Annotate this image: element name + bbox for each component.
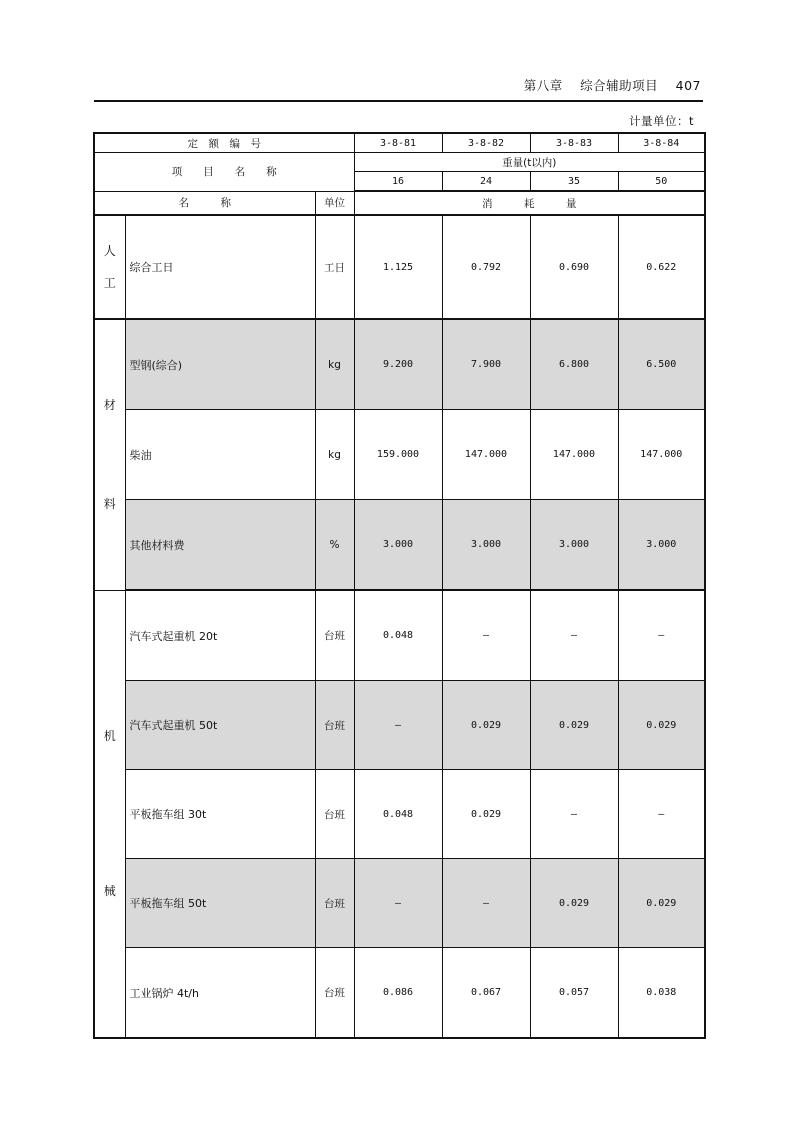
value-cell: 0.048 <box>354 770 442 859</box>
column-header-row <box>94 191 705 215</box>
value-cell: — <box>618 590 705 681</box>
category-char: 材 <box>103 398 116 413</box>
category-cell <box>94 319 125 590</box>
unit-note: 计量单位：t <box>628 114 694 128</box>
value-cell: 0.622 <box>618 215 705 319</box>
unit-cell: kg <box>315 410 354 500</box>
category-cell <box>94 590 125 1038</box>
quota-code-label: 定 额 编 号 <box>94 133 354 153</box>
value-cell: 0.067 <box>442 948 530 1039</box>
weight-label: 重量(t以内) <box>354 153 705 172</box>
category-cell <box>94 215 125 319</box>
item-name-cell: 工业锅炉 4t/h <box>125 948 315 1039</box>
category-char: 人 <box>103 243 116 258</box>
value-cell: 3.000 <box>442 500 530 591</box>
category-char: 械 <box>103 883 116 898</box>
unit-cell: kg <box>315 319 354 410</box>
value-cell: 0.029 <box>618 859 705 948</box>
value-cell: — <box>354 859 442 948</box>
item-name-label: 项 目 名 称 <box>94 153 354 192</box>
value-cell: 0.038 <box>618 948 705 1039</box>
unit-cell: 台班 <box>315 859 354 948</box>
weight-cell: 35 <box>530 172 618 192</box>
quota-code-cell: 3-8-83 <box>530 133 618 153</box>
value-cell: — <box>442 859 530 948</box>
consumption-row <box>94 215 705 319</box>
consumption-row <box>94 410 705 500</box>
consumption-header: 消 耗 量 <box>354 191 705 215</box>
item-name-cell: 综合工日 <box>125 215 315 319</box>
value-cell: — <box>530 770 618 859</box>
consumption-row <box>94 770 705 859</box>
item-name-cell: 平板拖车组 30t <box>125 770 315 859</box>
value-cell: 3.000 <box>618 500 705 591</box>
item-name-cell: 其他材料费 <box>125 500 315 591</box>
weight-cell: 50 <box>618 172 705 192</box>
unit-cell: 工日 <box>315 215 354 319</box>
quota-table <box>93 132 706 1039</box>
unit-cell: % <box>315 500 354 591</box>
value-cell: — <box>530 590 618 681</box>
value-cell: — <box>618 770 705 859</box>
value-cell: 6.800 <box>530 319 618 410</box>
quota-code-row <box>94 133 705 153</box>
value-cell: 9.200 <box>354 319 442 410</box>
consumption-row <box>94 500 705 591</box>
unit-cell: 台班 <box>315 770 354 859</box>
value-cell: 147.000 <box>442 410 530 500</box>
value-cell: 147.000 <box>530 410 618 500</box>
weight-header-row <box>94 153 705 172</box>
value-cell: 0.690 <box>530 215 618 319</box>
item-name-cell: 平板拖车组 50t <box>125 859 315 948</box>
category-char: 机 <box>103 729 116 744</box>
value-cell: 7.900 <box>442 319 530 410</box>
value-cell: 0.029 <box>442 681 530 770</box>
value-cell: 0.029 <box>530 681 618 770</box>
weight-cell: 16 <box>354 172 442 192</box>
value-cell: 147.000 <box>618 410 705 500</box>
value-cell: 0.792 <box>442 215 530 319</box>
unit-cell: 台班 <box>315 681 354 770</box>
category-char: 料 <box>103 496 116 511</box>
value-cell: 1.125 <box>354 215 442 319</box>
consumption-row <box>94 859 705 948</box>
consumption-row <box>94 681 705 770</box>
value-cell: — <box>354 681 442 770</box>
unit-cell: 台班 <box>315 590 354 681</box>
value-cell: 0.086 <box>354 948 442 1039</box>
item-name-cell: 柴油 <box>125 410 315 500</box>
category-char: 工 <box>103 276 116 290</box>
value-cell: 6.500 <box>618 319 705 410</box>
unit-cell: 台班 <box>315 948 354 1039</box>
consumption-row <box>94 590 705 681</box>
value-cell: 0.029 <box>618 681 705 770</box>
item-name-cell: 型钢(综合) <box>125 319 315 410</box>
name-column-header: 名 称 <box>94 191 315 215</box>
value-cell: 0.029 <box>530 859 618 948</box>
quota-code-cell: 3-8-81 <box>354 133 442 153</box>
value-cell: 0.029 <box>442 770 530 859</box>
consumption-row <box>94 319 705 410</box>
page-header-text: 第八章 综合辅助项目 407 <box>523 78 701 93</box>
item-name-cell: 汽车式起重机 20t <box>125 590 315 681</box>
page-header <box>94 74 703 102</box>
value-cell: — <box>442 590 530 681</box>
value-cell: 0.057 <box>530 948 618 1039</box>
value-cell: 0.048 <box>354 590 442 681</box>
value-cell: 3.000 <box>530 500 618 591</box>
quota-code-cell: 3-8-84 <box>618 133 705 153</box>
unit-column-header: 单位 <box>315 191 354 215</box>
weight-cell: 24 <box>442 172 530 192</box>
value-cell: 159.000 <box>354 410 442 500</box>
consumption-row <box>94 948 705 1039</box>
quota-code-cell: 3-8-82 <box>442 133 530 153</box>
item-name-cell: 汽车式起重机 50t <box>125 681 315 770</box>
value-cell: 3.000 <box>354 500 442 591</box>
